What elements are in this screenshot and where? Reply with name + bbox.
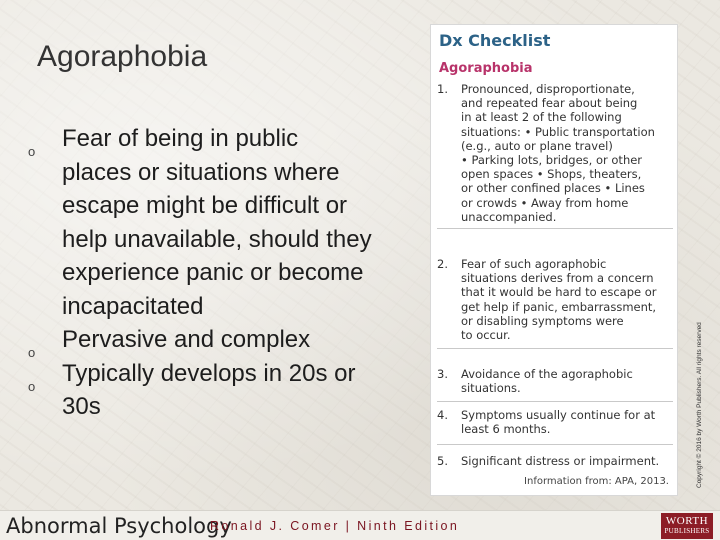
author-edition: Ronald J. Comer | Ninth Edition — [210, 519, 460, 533]
checklist-line: or disabling symptoms were — [461, 313, 624, 328]
checklist-item-text — [461, 257, 677, 342]
checklist-line: that it would be hard to escape or — [461, 285, 657, 300]
bullet-text: Pervasive and complex — [62, 326, 311, 353]
checklist-item-number: 2. — [437, 257, 448, 271]
checklist-subtitle: Agoraphobia — [439, 61, 533, 76]
checklist-line: Avoidance of the agoraphobic — [461, 367, 633, 381]
checklist-line: situations: • Public transportation — [461, 124, 655, 139]
slide-title: Agoraphobia — [37, 40, 208, 73]
checklist-divider — [437, 444, 673, 445]
bullet-marker-icon: o — [28, 345, 36, 360]
checklist-item-number: 1. — [437, 82, 448, 96]
checklist-line: Fear of such agoraphobic — [461, 257, 607, 271]
checklist-line: unaccompanied. — [461, 209, 557, 224]
checklist-divider — [437, 348, 673, 349]
publisher-logo — [661, 513, 713, 539]
checklist-divider — [437, 228, 673, 229]
checklist-item-text — [461, 82, 677, 224]
checklist-line: to occur. — [461, 328, 511, 343]
checklist-line: or crowds • Away from home — [461, 195, 629, 210]
checklist-item-text — [461, 454, 677, 468]
checklist-item-number: 5. — [437, 454, 448, 468]
bullet-text: Fear of being in public places or situations where escape might be difficult or help unavailable, should they experience panic or become incapacitated — [62, 125, 372, 320]
checklist-line: get help if panic, embarrassment, — [461, 299, 657, 314]
logo-text-top: WORTH — [665, 515, 709, 527]
bullet-text: Typically develops in 20s or 30s — [62, 359, 356, 420]
checklist-line: Significant distress or impairment. — [461, 454, 660, 468]
checklist-line: in at least 2 of the following — [461, 110, 622, 125]
checklist-source: Information from: APA, 2013. — [524, 476, 669, 487]
checklist-item-number: 4. — [437, 408, 448, 422]
checklist-item-number: 3. — [437, 367, 448, 381]
bullet-marker-icon: o — [28, 144, 36, 159]
checklist-item-text — [461, 367, 677, 395]
checklist-line: or other confined places • Lines — [461, 181, 645, 196]
footer-bar — [0, 510, 720, 540]
checklist-title: Dx Checklist — [439, 31, 551, 50]
checklist-line: open spaces • Shops, theaters, — [461, 167, 642, 182]
checklist-line: (e.g., auto or plane travel) — [461, 138, 613, 153]
logo-text-bottom: PUBLISHERS — [664, 527, 710, 535]
checklist-divider — [437, 401, 673, 402]
book-title: Abnormal Psychology — [6, 514, 232, 538]
checklist-line: Pronounced, disproportionate, — [461, 82, 635, 96]
checklist-line: Symptoms usually continue for at — [461, 408, 656, 422]
bullet-list — [28, 122, 373, 424]
bullet-item — [28, 323, 373, 360]
copyright-notice: Copyright © 2016 by Worth Publishers. All rights reserved — [696, 322, 703, 488]
checklist-line: situations. — [461, 381, 521, 396]
bullet-marker-icon: o — [28, 378, 36, 394]
checklist-line: least 6 months. — [461, 422, 551, 437]
bullet-item — [28, 122, 373, 323]
checklist-item-text — [461, 408, 677, 436]
dx-checklist-panel — [430, 24, 678, 496]
checklist-line: and repeated fear about being — [461, 96, 638, 111]
checklist-line: • Parking lots, bridges, or other — [461, 153, 643, 168]
bullet-item — [28, 357, 373, 424]
checklist-line: situations derives from a concern — [461, 271, 654, 286]
